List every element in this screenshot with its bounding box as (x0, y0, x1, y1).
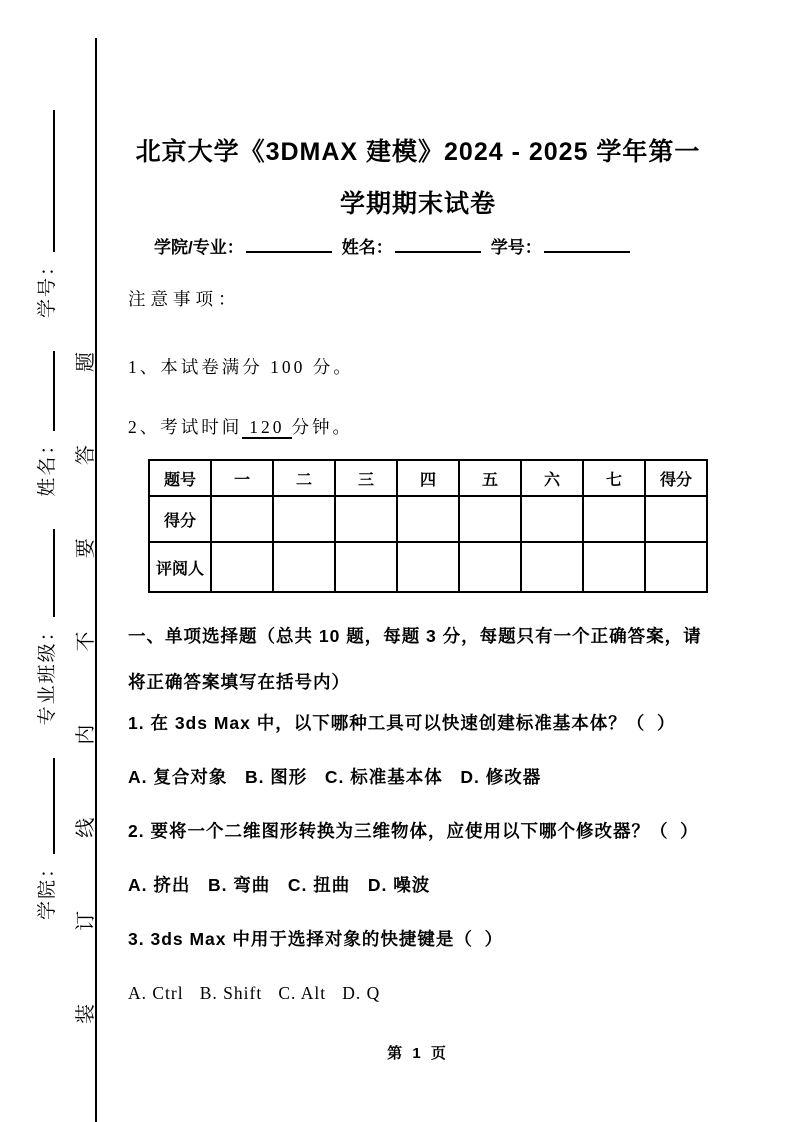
sidebar-field (32, 758, 59, 920)
question-list (128, 711, 708, 1005)
binding-char: 装 (74, 1004, 97, 1024)
score-table-cell (521, 496, 583, 542)
info-field-label: 姓名： (341, 238, 393, 257)
binding-char: 不 (74, 631, 97, 652)
score-table-row (149, 542, 707, 592)
page-number: 第 1 页 (387, 1045, 449, 1062)
sidebar-field (32, 529, 59, 725)
score-table-row (149, 496, 707, 542)
binding-char: 订 (74, 910, 97, 931)
notice-heading: 注意事项： (128, 289, 241, 309)
question-text: 2. 要将一个二维图形转换为三维物体，应使用以下哪个修改器？（ ） (128, 821, 699, 841)
score-table (148, 459, 708, 593)
info-field-blank (395, 235, 481, 253)
sidebar-field (32, 351, 59, 497)
sidebar-field-label: 专业班级： (36, 620, 58, 726)
notice-item-segment: 2、考试时间 (128, 417, 243, 437)
binding-margin-text (71, 352, 95, 1024)
score-table-header-row (149, 460, 707, 496)
binding-line (95, 38, 97, 1122)
sidebar-field-label: 学院： (36, 856, 58, 920)
notice-item (128, 415, 708, 439)
notice-item-segment: 1、本试卷满分 100 分。 (128, 357, 354, 377)
question-text: 3. 3ds Max 中用于选择对象的快捷键是（ ） (128, 929, 504, 949)
score-table-cell (211, 542, 273, 592)
binding-char: 题 (74, 352, 97, 373)
question-text: 1. 在 3ds Max 中，以下哪种工具可以快速创建标准基本体？（ ） (128, 713, 676, 733)
score-table-header-cell: 三 (335, 460, 397, 496)
section-one-heading: 一、单项选择题（总共 10 题，每题 3 分，每题只有一个正确答案，请将正确答案填写在括号内） (128, 626, 702, 692)
score-table-header-cell: 一 (211, 460, 273, 496)
score-table-cell (335, 542, 397, 592)
student-info-line (128, 235, 708, 259)
notice-item-segment: 120 (242, 417, 291, 439)
score-table-cell (583, 496, 645, 542)
notice-item-segment: 分钟。 (291, 417, 353, 437)
info-field-blank (544, 235, 630, 253)
question-options: A. 复合对象 B. 图形 C. 标准基本体 D. 修改器 (128, 767, 542, 787)
score-table-header-cell: 五 (459, 460, 521, 496)
score-table-cell (459, 496, 521, 542)
score-table-header-cell: 六 (521, 460, 583, 496)
score-table-cell (335, 496, 397, 542)
score-table-cell (645, 496, 707, 542)
sidebar-field-label: 姓名： (36, 433, 58, 497)
sidebar-field (32, 110, 59, 318)
sidebar-field-blank (36, 758, 55, 854)
notice-item (128, 355, 708, 379)
score-table-cell (397, 542, 459, 592)
sidebar-field-blank (36, 351, 55, 431)
sidebar-student-fields (25, 110, 65, 920)
main-content (128, 0, 708, 1005)
score-table-cell (521, 542, 583, 592)
score-table-header-cell: 二 (273, 460, 335, 496)
sidebar-field-blank (36, 529, 55, 617)
score-table-cell (397, 496, 459, 542)
score-table-cell (273, 542, 335, 592)
score-table-cell (459, 542, 521, 592)
page-title: 北京大学《3DMAX 建模》2024 - 2025 学年第一学期期末试卷 (135, 138, 701, 218)
score-table-cell (583, 542, 645, 592)
score-table-cell (211, 496, 273, 542)
question-options: A. 挤出 B. 弯曲 C. 扭曲 D. 噪波 (128, 875, 431, 895)
binding-char: 答 (74, 445, 97, 466)
score-table-header-cell: 题号 (149, 460, 211, 496)
info-field-label: 学号： (490, 238, 542, 257)
sidebar-field-label: 学号： (36, 255, 58, 319)
notice-items (128, 355, 708, 439)
info-field-label: 学院/专业： (154, 238, 244, 257)
binding-char: 要 (74, 538, 97, 559)
score-table-row-label: 得分 (149, 496, 211, 542)
score-table-row-label: 评阅人 (149, 542, 211, 592)
binding-char: 内 (74, 724, 97, 745)
binding-char: 线 (74, 817, 97, 838)
score-table-header-cell: 四 (397, 460, 459, 496)
question-options: A. Ctrl B. Shift C. Alt D. Q (128, 983, 381, 1003)
score-table-header-cell: 七 (583, 460, 645, 496)
score-table-header-cell: 得分 (645, 460, 707, 496)
sidebar-field-blank (36, 110, 55, 252)
score-table-cell (273, 496, 335, 542)
score-table-cell (645, 542, 707, 592)
info-field-blank (246, 235, 332, 253)
